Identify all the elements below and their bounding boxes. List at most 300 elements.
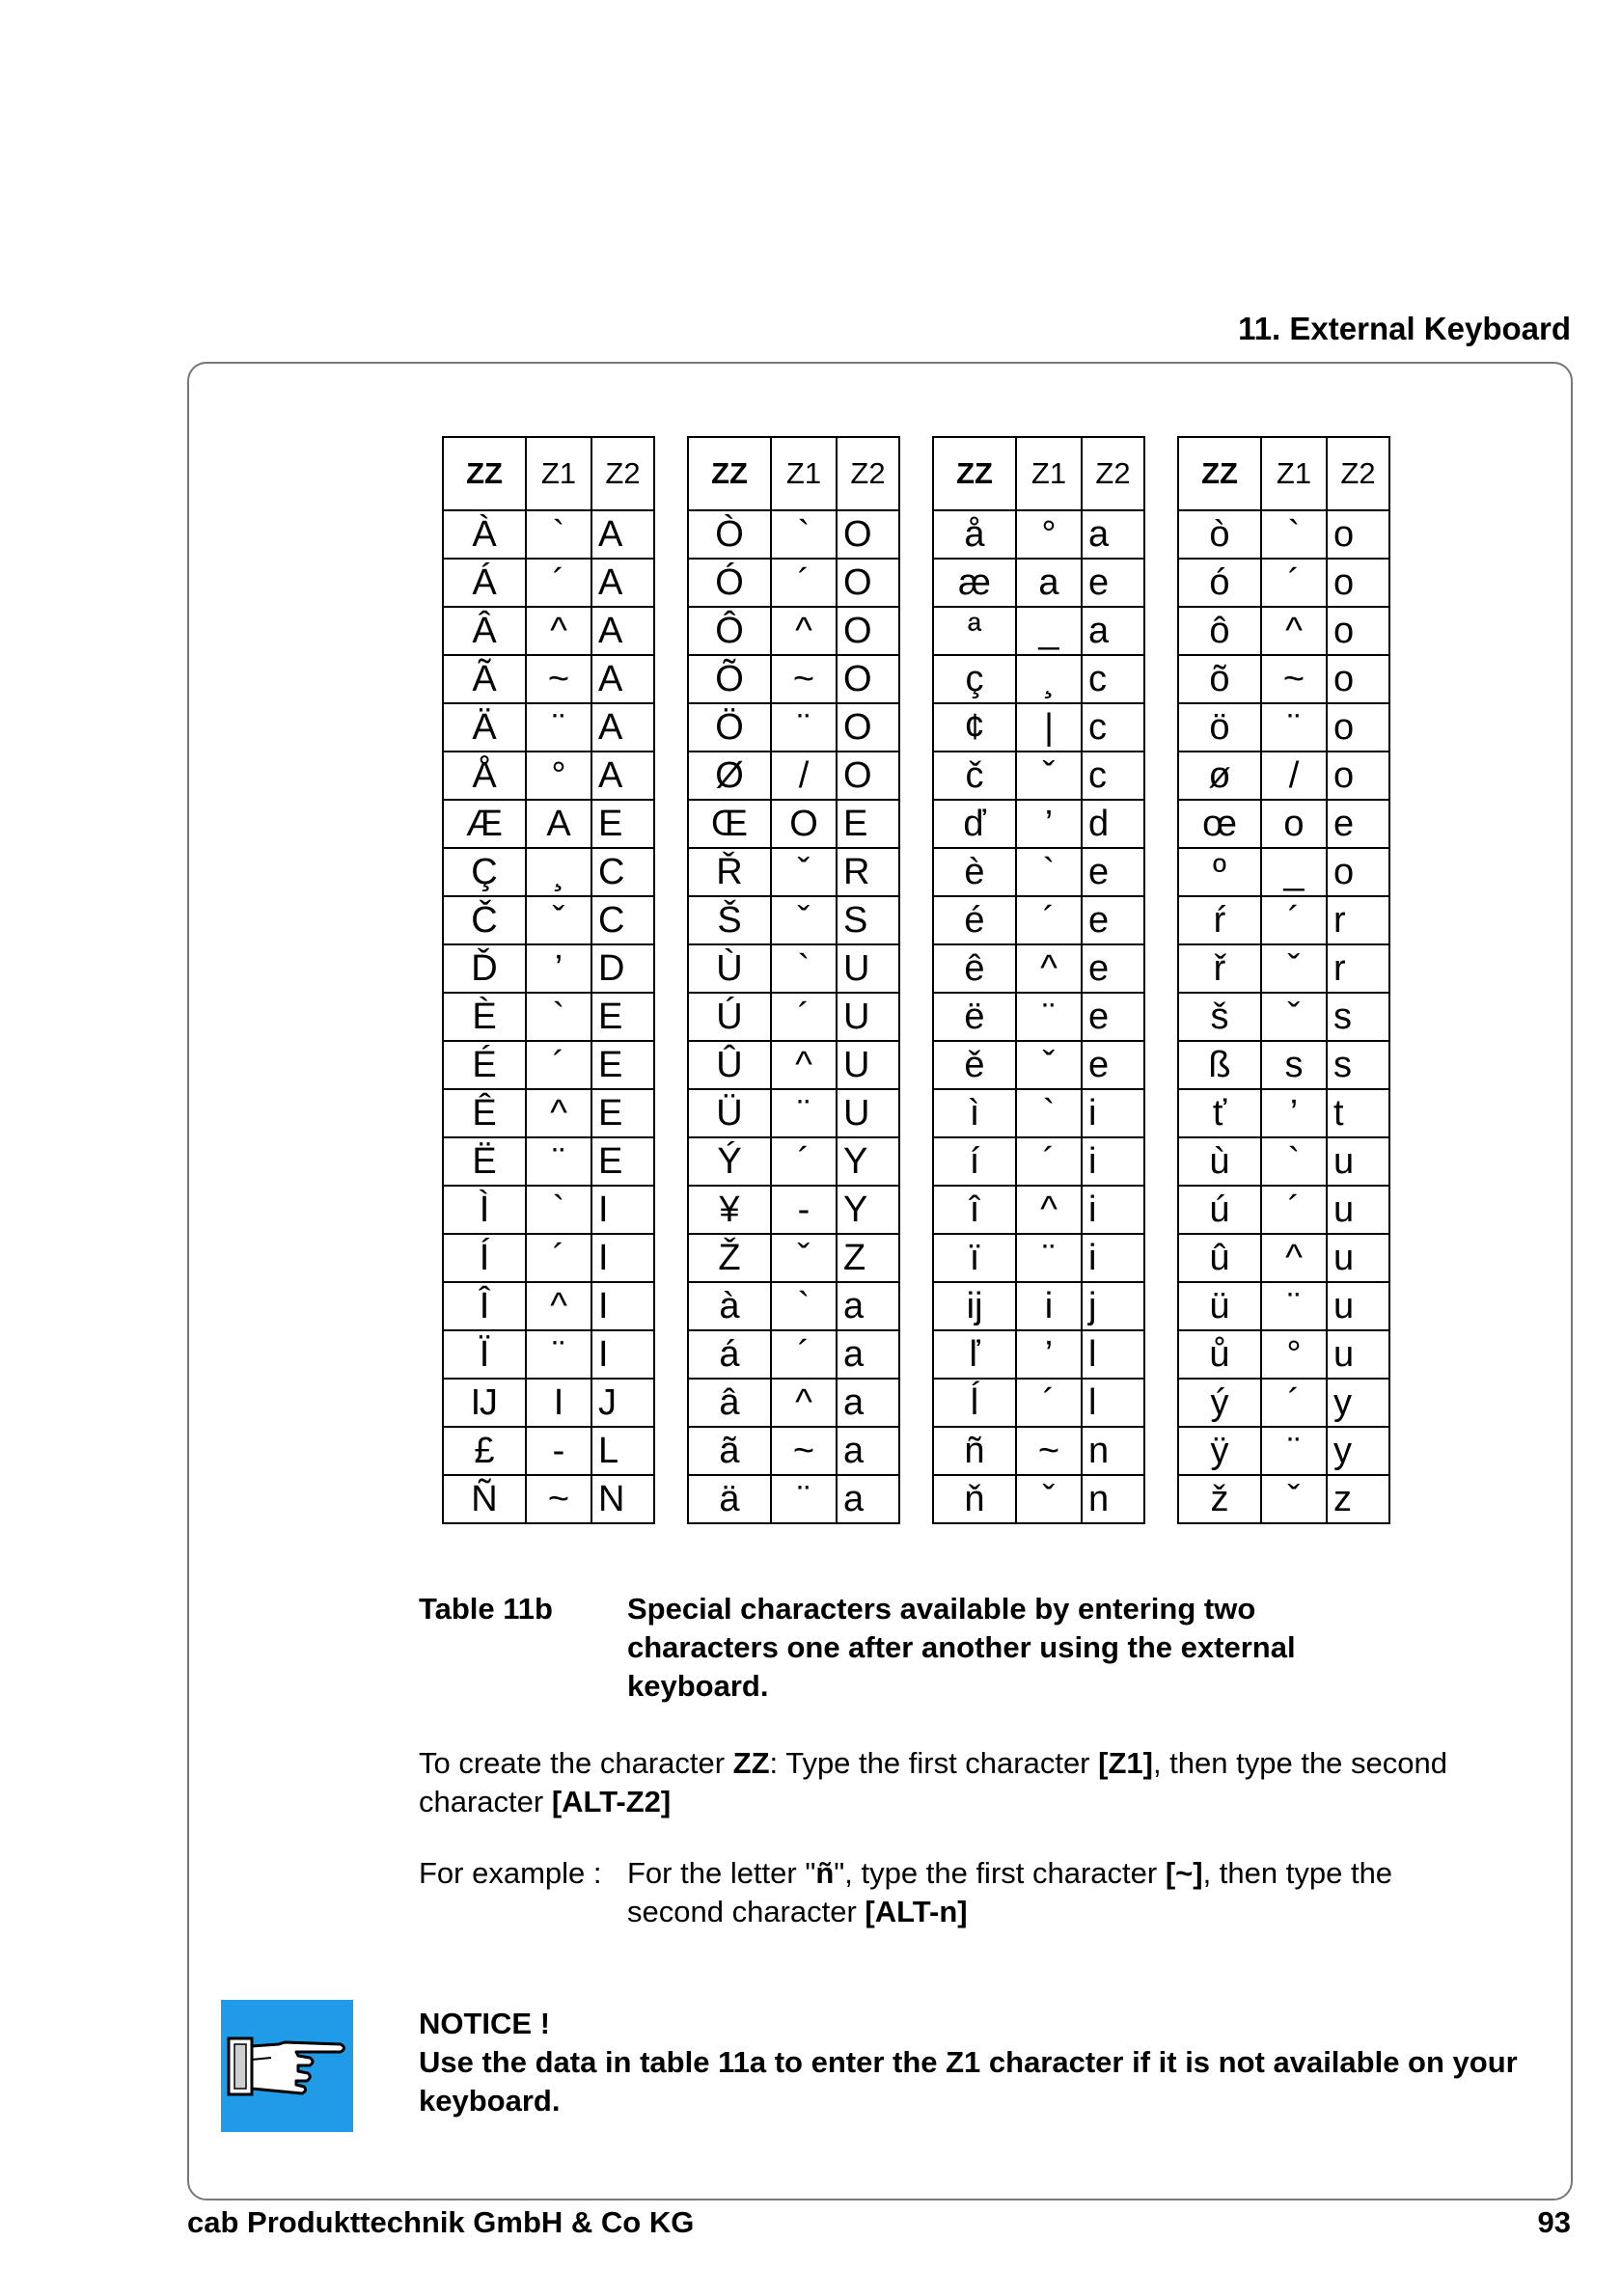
cell-zz: î: [933, 1186, 1016, 1234]
cell-z2: o: [1327, 752, 1389, 800]
cell-z1: °: [1016, 510, 1082, 559]
table-row: [1178, 1427, 1389, 1475]
cell-z1: ´: [526, 1041, 591, 1089]
cell-z2: E: [591, 800, 654, 848]
cell-z1: ¨: [1261, 1427, 1327, 1475]
table-row: [1178, 1234, 1389, 1282]
table-row: [443, 1475, 654, 1523]
cell-zz: ä: [688, 1475, 771, 1523]
table-row: [933, 1234, 1144, 1282]
table-row: [688, 1379, 899, 1427]
cell-z1: ´: [1016, 1137, 1082, 1186]
cell-z1: ^: [771, 1041, 837, 1089]
cell-z2: u: [1327, 1282, 1389, 1330]
example-second-char: [ALT-n]: [865, 1895, 968, 1928]
instruction-z1: [Z1]: [1098, 1746, 1153, 1780]
cell-z2: n: [1082, 1427, 1144, 1475]
instruction-text: To create the character: [419, 1746, 733, 1780]
instruction-text: , then type the second character: [419, 1746, 1448, 1818]
cell-z1: ~: [526, 1475, 591, 1523]
cell-z1: ´: [1261, 1186, 1327, 1234]
cell-z2: U: [837, 944, 899, 993]
table-row: [933, 752, 1144, 800]
cell-z1: ´: [771, 993, 837, 1041]
table-caption: [419, 1590, 1528, 1706]
cell-z2: o: [1327, 607, 1389, 655]
cell-z2: e: [1082, 559, 1144, 607]
table-row: [933, 848, 1144, 896]
table-row: [1178, 655, 1389, 703]
cell-z1: ^: [526, 1282, 591, 1330]
cell-z2: A: [591, 655, 654, 703]
table-row: [688, 1089, 899, 1137]
cell-zz: ŕ: [1178, 896, 1261, 944]
notice-text: Use the data in table 11a to enter the Z1 character if it is not available on your keyboard.: [419, 2045, 1518, 2118]
cell-z1: ~: [1016, 1427, 1082, 1475]
table-row: [1178, 1137, 1389, 1186]
cell-z2: j: [1082, 1282, 1144, 1330]
cell-zz: ¢: [933, 703, 1016, 752]
cell-z1: ˇ: [771, 1234, 837, 1282]
table-row: [1178, 1186, 1389, 1234]
cell-z2: e: [1082, 993, 1144, 1041]
table-row: [933, 1089, 1144, 1137]
cell-zz: â: [688, 1379, 771, 1427]
cell-zz: ì: [933, 1089, 1016, 1137]
table-row: [933, 800, 1144, 848]
cell-zz: ô: [1178, 607, 1261, 655]
cell-z1: ˇ: [1261, 944, 1327, 993]
cell-z1: `: [1016, 848, 1082, 896]
cell-zz: ç: [933, 655, 1016, 703]
cell-z2: a: [1082, 510, 1144, 559]
cell-zz: œ: [1178, 800, 1261, 848]
char-table-3: [932, 436, 1145, 1524]
example-letter: ñ: [815, 1856, 835, 1890]
table-row: [933, 1475, 1144, 1523]
cell-zz: Ù: [688, 944, 771, 993]
cell-z1: ’: [1016, 800, 1082, 848]
cell-z1: ’: [1261, 1089, 1327, 1137]
cell-z1: ¨: [771, 1089, 837, 1137]
caption-text: Special characters available by entering two characters one after another using the external keyboard.: [627, 1592, 1296, 1703]
cell-zz: ü: [1178, 1282, 1261, 1330]
cell-z1: ˇ: [526, 896, 591, 944]
cell-zz: Ø: [688, 752, 771, 800]
cell-z1: ¸: [1016, 655, 1082, 703]
cell-zz: ª: [933, 607, 1016, 655]
example-text: For the letter ": [627, 1856, 816, 1890]
header-zz: ZZ: [688, 437, 771, 510]
cell-z1: `: [1016, 1089, 1082, 1137]
cell-z1: `: [1261, 1137, 1327, 1186]
cell-z2: O: [837, 510, 899, 559]
cell-z1: ^: [526, 1089, 591, 1137]
cell-zz: ø: [1178, 752, 1261, 800]
table-row: [688, 607, 899, 655]
table-row: [933, 607, 1144, 655]
cell-zz: ó: [1178, 559, 1261, 607]
cell-z1: ´: [1016, 1379, 1082, 1427]
cell-z2: U: [837, 1041, 899, 1089]
cell-z2: d: [1082, 800, 1144, 848]
table-row: [443, 1330, 654, 1379]
cell-z2: n: [1082, 1475, 1144, 1523]
table-row: [443, 703, 654, 752]
cell-z1: `: [771, 510, 837, 559]
cell-zz: ß: [1178, 1041, 1261, 1089]
cell-z1: ´: [771, 1137, 837, 1186]
cell-z2: E: [591, 993, 654, 1041]
table-header-row: [1178, 437, 1389, 510]
cell-z1: ´: [1261, 559, 1327, 607]
table-row: [443, 1282, 654, 1330]
cell-zz: Ĳ: [443, 1379, 526, 1427]
table-row: [688, 1427, 899, 1475]
cell-zz: ž: [1178, 1475, 1261, 1523]
cell-zz: È: [443, 993, 526, 1041]
cell-z1: ˇ: [771, 848, 837, 896]
table-row: [1178, 510, 1389, 559]
cell-zz: ÿ: [1178, 1427, 1261, 1475]
table-row: [688, 1234, 899, 1282]
table-row: [1178, 800, 1389, 848]
table-row: [1178, 559, 1389, 607]
header-z2: Z2: [1082, 437, 1144, 510]
notice-title: NOTICE !: [419, 2007, 551, 2040]
cell-z1: I: [526, 1379, 591, 1427]
table-row: [688, 655, 899, 703]
cell-z2: A: [591, 703, 654, 752]
cell-z1: -: [771, 1186, 837, 1234]
cell-z2: I: [591, 1234, 654, 1282]
cell-z1: °: [526, 752, 591, 800]
cell-zz: Ý: [688, 1137, 771, 1186]
cell-z2: O: [837, 607, 899, 655]
table-row: [688, 559, 899, 607]
cell-zz: Ï: [443, 1330, 526, 1379]
cell-z1: -: [526, 1427, 591, 1475]
cell-zz: è: [933, 848, 1016, 896]
cell-z2: I: [591, 1330, 654, 1379]
instruction-z2: [ALT-Z2]: [551, 1785, 672, 1818]
cell-z1: ˇ: [1016, 1475, 1082, 1523]
cell-z2: a: [1082, 607, 1144, 655]
example-body: [627, 1854, 1496, 1931]
cell-z2: o: [1327, 510, 1389, 559]
cell-z1: a: [1016, 559, 1082, 607]
cell-z1: /: [1261, 752, 1327, 800]
cell-z2: i: [1082, 1234, 1144, 1282]
cell-z2: A: [591, 752, 654, 800]
table-row: [688, 1282, 899, 1330]
cell-z1: ^: [1016, 1186, 1082, 1234]
table-row: [443, 1427, 654, 1475]
cell-z1: ~: [526, 655, 591, 703]
table-body: [1178, 510, 1389, 1523]
table-row: [933, 655, 1144, 703]
cell-z2: e: [1082, 1041, 1144, 1089]
table-row: [443, 1186, 654, 1234]
cell-z1: `: [1261, 510, 1327, 559]
cell-zz: Ô: [688, 607, 771, 655]
cell-z1: ˇ: [1261, 993, 1327, 1041]
table-header-row: [443, 437, 654, 510]
cell-z2: e: [1082, 848, 1144, 896]
table-body: [443, 510, 654, 1523]
cell-z1: ¨: [526, 1137, 591, 1186]
table-row: [688, 993, 899, 1041]
cell-z1: _: [1261, 848, 1327, 896]
cell-z1: ´: [771, 559, 837, 607]
cell-z1: ~: [771, 655, 837, 703]
cell-z1: ˇ: [1016, 1041, 1082, 1089]
cell-zz: ¥: [688, 1186, 771, 1234]
cell-z2: U: [837, 993, 899, 1041]
table-row: [1178, 1379, 1389, 1427]
cell-z1: ~: [1261, 655, 1327, 703]
table-row: [1178, 1282, 1389, 1330]
cell-zz: Ç: [443, 848, 526, 896]
table-row: [443, 752, 654, 800]
table-row: [1178, 1041, 1389, 1089]
cell-z2: o: [1327, 848, 1389, 896]
table-row: [688, 1475, 899, 1523]
cell-z1: O: [771, 800, 837, 848]
cell-z1: ¨: [526, 703, 591, 752]
cell-z1: ¨: [1016, 1234, 1082, 1282]
cell-zz: á: [688, 1330, 771, 1379]
cell-z2: l: [1082, 1379, 1144, 1427]
table-row: [688, 1330, 899, 1379]
table-row: [443, 655, 654, 703]
cell-z2: E: [591, 1041, 654, 1089]
example-paragraph: [419, 1854, 1528, 1931]
cell-z1: ´: [526, 559, 591, 607]
cell-z1: ¨: [771, 1475, 837, 1523]
cell-zz: ť: [1178, 1089, 1261, 1137]
cell-z2: O: [837, 559, 899, 607]
cell-z2: e: [1327, 800, 1389, 848]
cell-zz: £: [443, 1427, 526, 1475]
cell-z2: i: [1082, 1089, 1144, 1137]
cell-z2: E: [837, 800, 899, 848]
cell-z1: `: [771, 944, 837, 993]
example-text: ", type the first character: [834, 1856, 1166, 1890]
cell-zz: Ř: [688, 848, 771, 896]
table-row: [688, 944, 899, 993]
cell-zz: Â: [443, 607, 526, 655]
cell-z1: |: [1016, 703, 1082, 752]
header-z2: Z2: [837, 437, 899, 510]
table-row: [688, 703, 899, 752]
cell-zz: Ñ: [443, 1475, 526, 1523]
table-row: [688, 1041, 899, 1089]
example-text: , then type the second character: [627, 1856, 1393, 1928]
cell-zz: ù: [1178, 1137, 1261, 1186]
cell-zz: ï: [933, 1234, 1016, 1282]
cell-zz: û: [1178, 1234, 1261, 1282]
char-table-1: [442, 436, 655, 1524]
header-z1: Z1: [1261, 437, 1327, 510]
cell-z2: O: [837, 703, 899, 752]
cell-z2: D: [591, 944, 654, 993]
table-row: [443, 1041, 654, 1089]
table-row: [1178, 896, 1389, 944]
cell-z2: r: [1327, 944, 1389, 993]
cell-zz: ú: [1178, 1186, 1261, 1234]
cell-z1: ¸: [526, 848, 591, 896]
cell-zz: š: [1178, 993, 1261, 1041]
cell-z1: `: [526, 1186, 591, 1234]
pointing-hand-icon: [221, 2000, 353, 2132]
table-row: [443, 510, 654, 559]
cell-zz: ĳ: [933, 1282, 1016, 1330]
cell-z2: a: [837, 1282, 899, 1330]
cell-zz: ů: [1178, 1330, 1261, 1379]
table-row: [1178, 752, 1389, 800]
cell-z2: z: [1327, 1475, 1389, 1523]
header-z1: Z1: [1016, 437, 1082, 510]
cell-z2: A: [591, 510, 654, 559]
table-row: [688, 510, 899, 559]
table-row: [1178, 607, 1389, 655]
table-row: [933, 1137, 1144, 1186]
cell-zz: ã: [688, 1427, 771, 1475]
cell-z2: C: [591, 848, 654, 896]
cell-z1: _: [1016, 607, 1082, 655]
table-row: [688, 848, 899, 896]
table-row: [933, 1186, 1144, 1234]
cell-zz: Ö: [688, 703, 771, 752]
cell-z2: C: [591, 896, 654, 944]
cell-zz: õ: [1178, 655, 1261, 703]
cell-z1: `: [771, 1282, 837, 1330]
cell-z1: ˇ: [1261, 1475, 1327, 1523]
cell-z2: r: [1327, 896, 1389, 944]
cell-z2: o: [1327, 655, 1389, 703]
cell-z2: a: [837, 1379, 899, 1427]
cell-zz: Á: [443, 559, 526, 607]
cell-zz: Ü: [688, 1089, 771, 1137]
cell-z2: I: [591, 1282, 654, 1330]
table-row: [933, 703, 1144, 752]
header-zz: ZZ: [1178, 437, 1261, 510]
cell-z1: ¨: [1261, 703, 1327, 752]
cell-z2: s: [1327, 993, 1389, 1041]
cell-z2: t: [1327, 1089, 1389, 1137]
cell-z2: i: [1082, 1186, 1144, 1234]
cell-z2: u: [1327, 1330, 1389, 1379]
cell-z2: o: [1327, 559, 1389, 607]
cell-zz: Ó: [688, 559, 771, 607]
section-title: 11. External Keyboard: [1238, 311, 1571, 346]
cell-zz: Č: [443, 896, 526, 944]
table-row: [933, 510, 1144, 559]
cell-z2: o: [1327, 703, 1389, 752]
cell-zz: Í: [443, 1234, 526, 1282]
cell-z1: ’: [526, 944, 591, 993]
table-row: [443, 993, 654, 1041]
cell-zz: ď: [933, 800, 1016, 848]
cell-z1: o: [1261, 800, 1327, 848]
table-body: [688, 510, 899, 1523]
cell-zz: Ë: [443, 1137, 526, 1186]
cell-z2: A: [591, 559, 654, 607]
cell-zz: ň: [933, 1475, 1016, 1523]
cell-z2: a: [837, 1330, 899, 1379]
cell-zz: À: [443, 510, 526, 559]
cell-z2: Y: [837, 1137, 899, 1186]
table-row: [933, 1282, 1144, 1330]
cell-z1: ^: [1261, 1234, 1327, 1282]
table-row: [443, 607, 654, 655]
cell-zz: ľ: [933, 1330, 1016, 1379]
cell-zz: Ê: [443, 1089, 526, 1137]
cell-zz: Ž: [688, 1234, 771, 1282]
cell-z2: a: [837, 1475, 899, 1523]
cell-z2: O: [837, 752, 899, 800]
cell-zz: Æ: [443, 800, 526, 848]
cell-z1: ¨: [1261, 1282, 1327, 1330]
table-row: [688, 800, 899, 848]
table-row: [443, 559, 654, 607]
table-row: [443, 1234, 654, 1282]
cell-z2: u: [1327, 1234, 1389, 1282]
table-row: [933, 993, 1144, 1041]
cell-zz: č: [933, 752, 1016, 800]
table-row: [443, 944, 654, 993]
cell-z2: y: [1327, 1379, 1389, 1427]
cell-z2: N: [591, 1475, 654, 1523]
cell-z2: S: [837, 896, 899, 944]
cell-z2: u: [1327, 1137, 1389, 1186]
header-z2: Z2: [591, 437, 654, 510]
cell-zz: º: [1178, 848, 1261, 896]
cell-zz: ë: [933, 993, 1016, 1041]
cell-z1: A: [526, 800, 591, 848]
table-row: [933, 1427, 1144, 1475]
instruction-text: : Type the first character: [769, 1746, 1099, 1780]
cell-z1: ´: [1261, 896, 1327, 944]
table-row: [1178, 993, 1389, 1041]
cell-zz: Î: [443, 1282, 526, 1330]
example-first-char: [~]: [1165, 1856, 1203, 1890]
cell-z2: Z: [837, 1234, 899, 1282]
cell-z1: ¨: [1016, 993, 1082, 1041]
special-characters-tables: [442, 436, 1390, 1524]
cell-zz: É: [443, 1041, 526, 1089]
cell-zz: í: [933, 1137, 1016, 1186]
cell-z1: `: [526, 510, 591, 559]
table-row: [1178, 944, 1389, 993]
cell-z2: a: [837, 1427, 899, 1475]
cell-z1: ´: [526, 1234, 591, 1282]
cell-z1: s: [1261, 1041, 1327, 1089]
cell-z1: °: [1261, 1330, 1327, 1379]
cell-zz: ř: [1178, 944, 1261, 993]
header-z1: Z1: [526, 437, 591, 510]
header-zz: ZZ: [933, 437, 1016, 510]
page-number: 93: [1537, 2205, 1571, 2239]
cell-zz: ñ: [933, 1427, 1016, 1475]
cell-z2: O: [837, 655, 899, 703]
cell-z2: e: [1082, 944, 1144, 993]
table-row: [1178, 1475, 1389, 1523]
cell-zz: ö: [1178, 703, 1261, 752]
instruction-zz: ZZ: [732, 1746, 770, 1780]
cell-z2: E: [591, 1137, 654, 1186]
